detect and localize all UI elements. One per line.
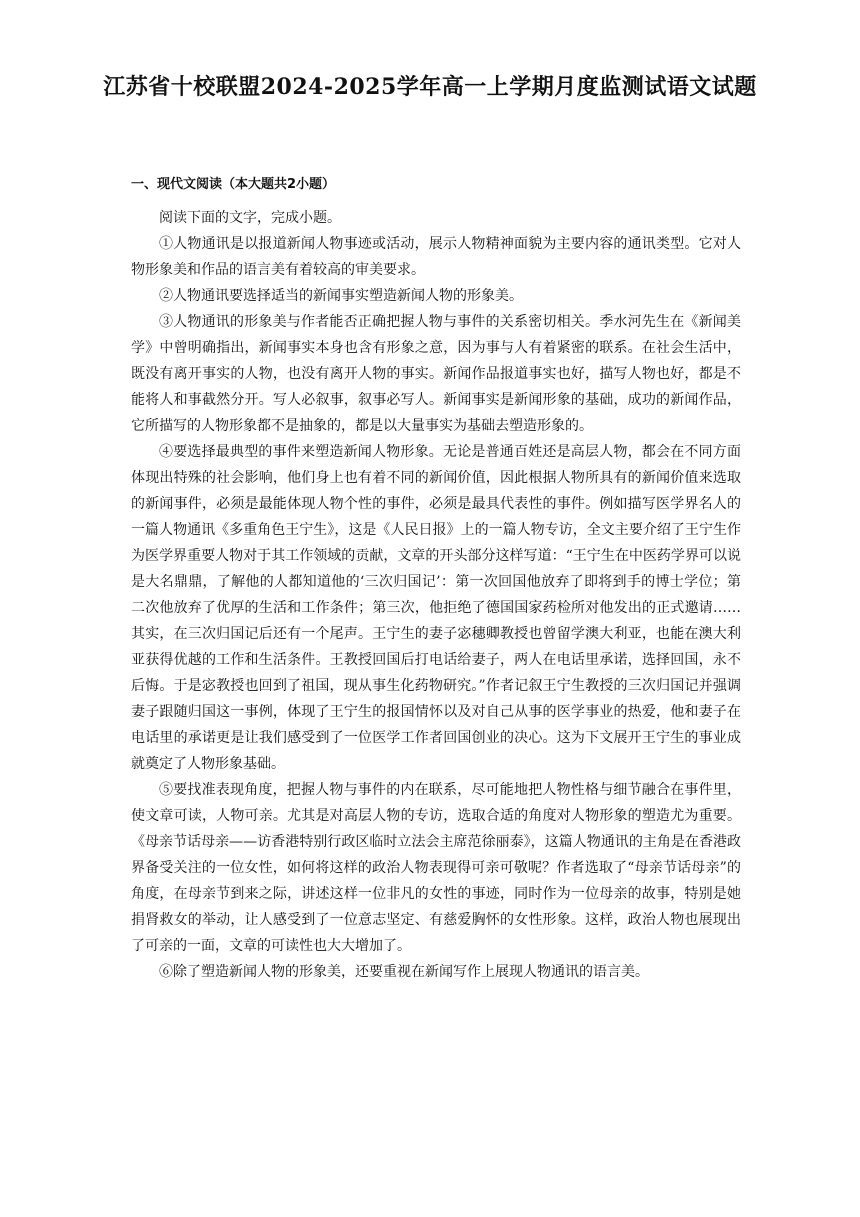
paragraph-2: ②人物通讯要选择适当的新闻事实塑造新闻人物的形象美。: [159, 288, 523, 304]
paragraph-4: ④要选择最典型的事件来塑造新闻人物形象。无论是普通百姓还是高层人物，都会在不同方面体现出特殊的社会影响，他们身上也有着不同的新闻价值，因此根据人物所具有的新闻价值来选取的新闻事件，必须是最能体现人物个性的事件，必须是最具代表性的事件。例如描写医学界名人的一篇人物通讯《多重角色王宁生》，这是《人民日报》上的一篇人物专访，全文主要介绍了王宁生作为医学界重要人物对于其工作领域的贡献，文章的开头部分这样写道：“王宁生在中医药学界可以说是大名鼎鼎，了解他的人都知道他的‘三次归国记’：第一次回国他放弃了即将到手的博士学位；第二次他放弃了优厚的生活和工作条件；第三次，他拒绝了德国国家药检所对他发出的正式邀请……其实，在三次归国记后还有一个尾声。王宁生的妻子宓穗卿教授也曾留学澳大利亚，也能在澳大利亚获得优越的工作和生活条件。王教授回国后打电话给妻子，两人在电话里承诺，选择回国，永不后悔。于是宓教授也回到了祖国，现从事生化药物研究。”作者记叙王宁生教授的三次归国记并强调妻子跟随归国这一事例，体现了王宁生的报国情怀以及对自己从事的医学事业的热爱，他和妻子在电话里的承诺更是让我们感受到了一位医学工作者回国创业的决心。这为下文展开王宁生的事业成就奠定了人物形象基础。: [131, 444, 741, 772]
instruction-paragraph: 阅读下面的文字，完成小题。: [159, 210, 341, 226]
reading-passage: [131, 205, 741, 985]
section-heading: 一、现代文阅读（本大题共2小题）: [131, 177, 336, 192]
paragraph-5: ⑤要找准表现角度，把握人物与事件的内在联系，尽可能地把人物性格与细节融合在事件里，使文章可读，人物可亲。尤其是对高层人物的专访，选取合适的角度对人物形象的塑造尤为重要。《母亲节话母亲——访香港特别行政区临时立法会主席范徐丽泰》，这篇人物通讯的主角是在香港政界备受关注的一位女性，如何将这样的政治人物表现得可亲可敬呢？作者选取了“母亲节话母亲”的角度，在母亲节到来之际，讲述这样一位非凡的女性的事迹，同时作为一位母亲的故事，特别是她捐肾救女的举动，让人感受到了一位意志坚定、有慈爱胸怀的女性形象。这样，政治人物也展现出了可亲的一面，文章的可读性也大大增加了。: [131, 782, 741, 954]
paragraph-6: ⑥除了塑造新闻人物的形象美，还要重视在新闻写作上展现人物通讯的语言美。: [159, 964, 649, 980]
paragraph-3: ③人物通讯的形象美与作者能否正确把握人物与事件的关系密切相关。季水河先生在《新闻美学》中曾明确指出，新闻事实本身也含有形象之意，因为事与人有着紧密的联系。在社会生活中，既没有离开事实的人物，也没有离开人物的事实。新闻作品报道事实也好，描写人物也好，都是不能将人和事截然分开。写人必叙事，叙事必写人。新闻事实是新闻形象的基础，成功的新闻作品，它所描写的人物形象都不是抽象的，都是以大量事实为基础去塑造形象的。: [131, 314, 741, 434]
document-title: 江苏省十校联盟2024-2025学年高一上学期月度监测试语文试题: [103, 74, 757, 100]
paragraph-1: ①人物通讯是以报道新闻人物事迹或活动，展示人物精神面貌为主要内容的通讯类型。它对人物形象美和作品的语言美有着较高的审美要求。: [131, 236, 741, 278]
